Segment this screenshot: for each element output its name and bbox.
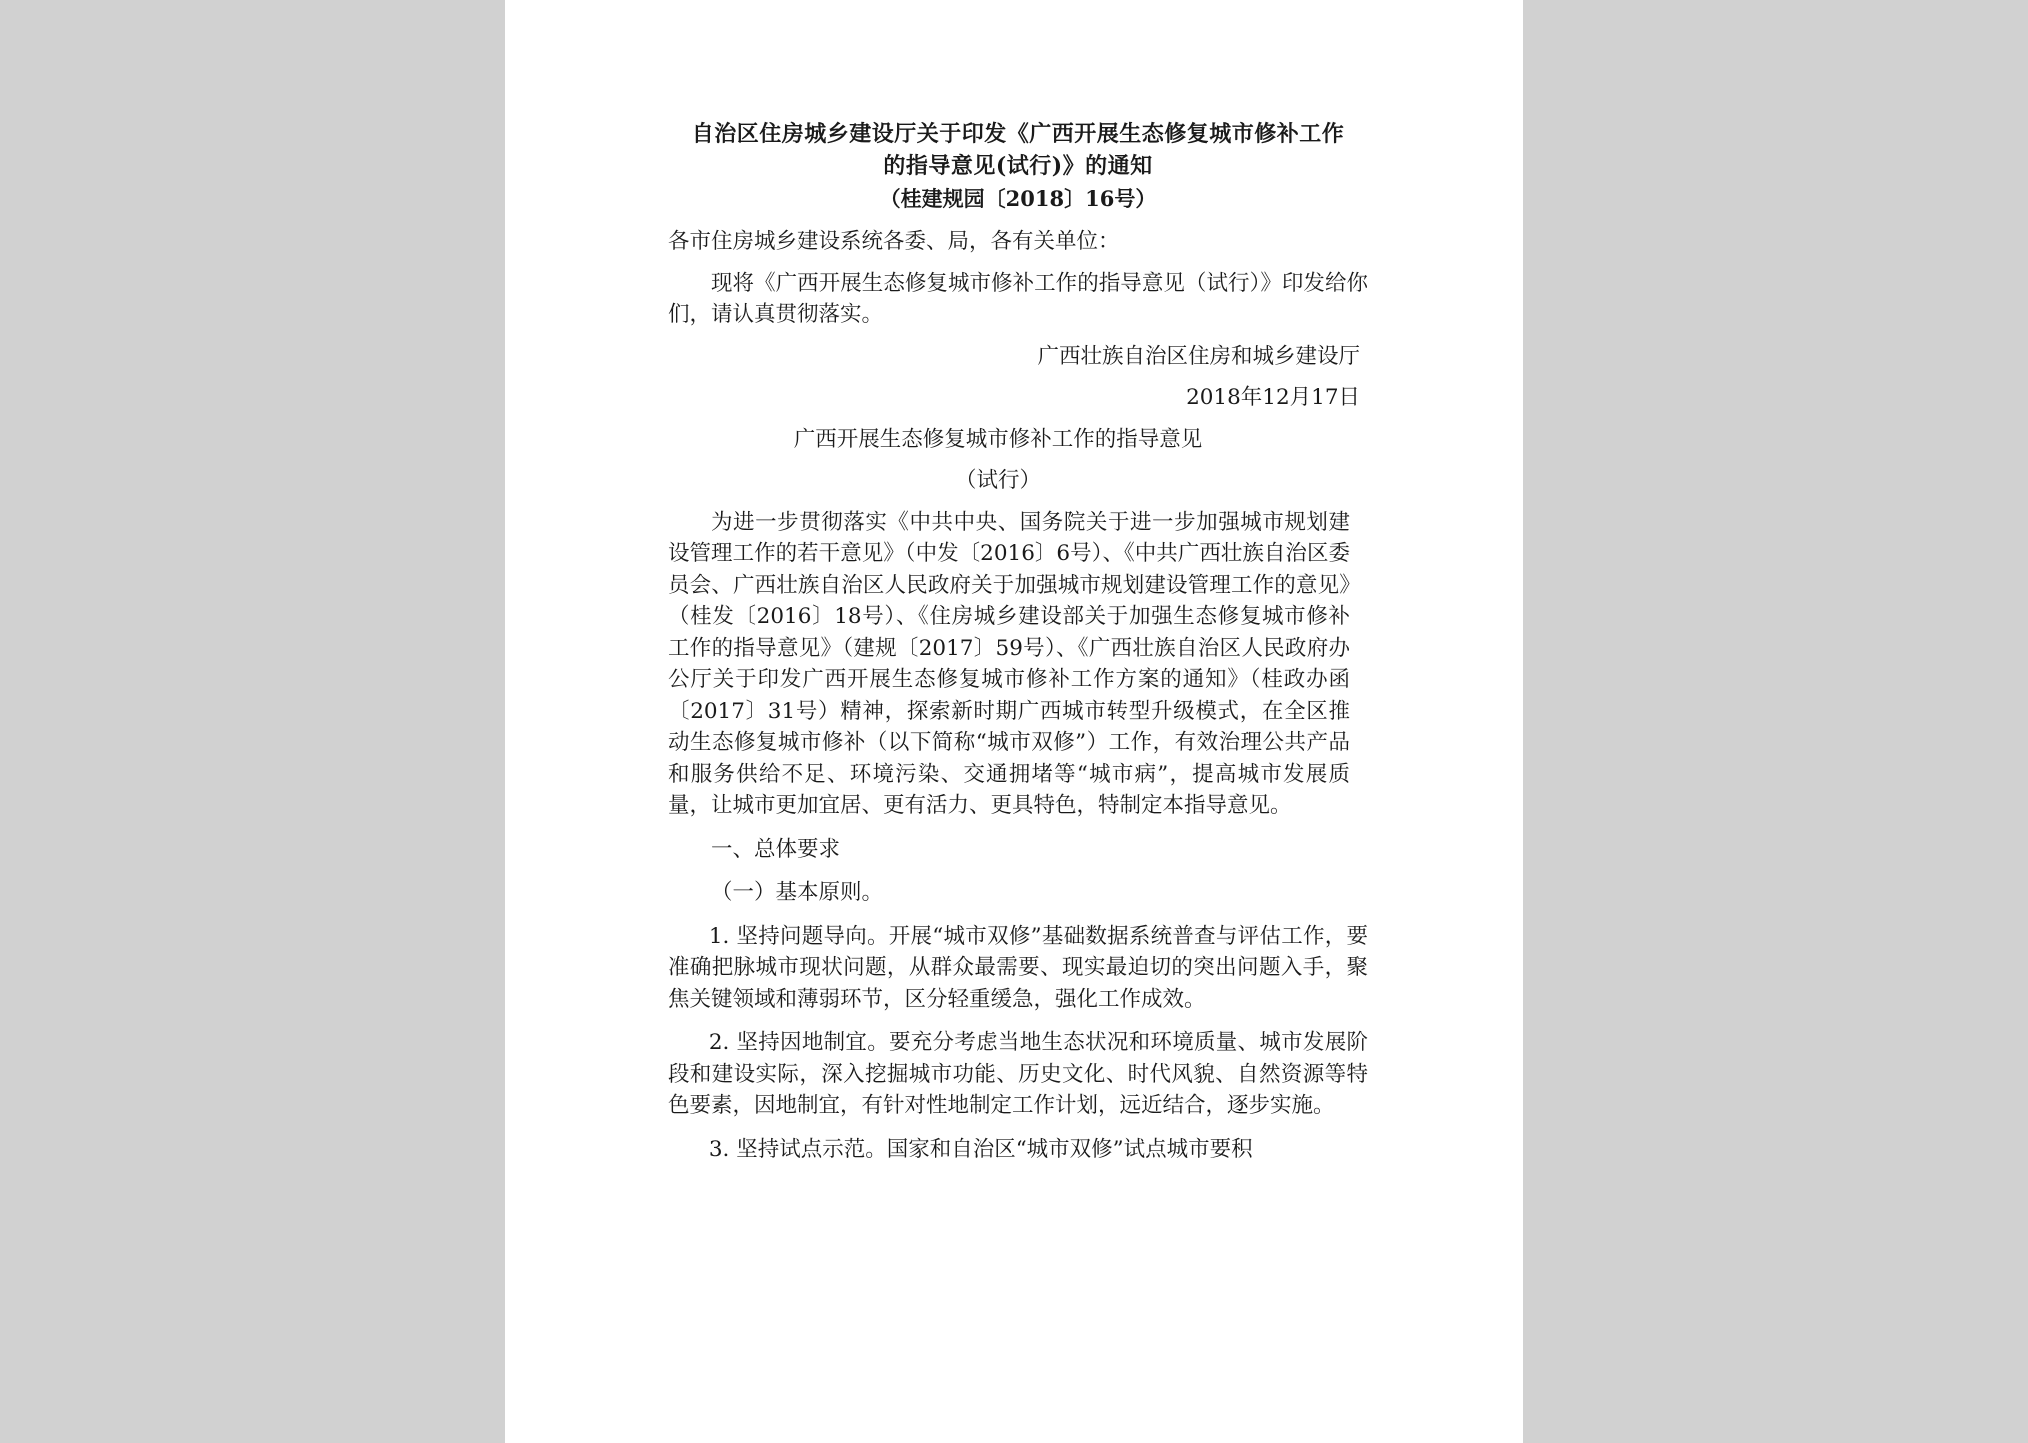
guideline-title-note: （试行） xyxy=(954,468,1041,493)
notice-body: 现将《广西开展生态修复城市修补工作的指导意见（试行）》印发给你们，请认真贯彻落实。 xyxy=(668,270,1368,327)
document-page xyxy=(505,0,1523,1443)
subsection-1-heading: （一）基本原则。 xyxy=(711,880,884,905)
principle-2: 2. 坚持因地制宜。要充分考虑当地生态状况和环境质量、城市发展阶段和建设实际，深入挖掘城市功能、历史文化、时代风貌、自然资源等特色要素，因地制宜，有针对性地制定工作计划，远近结合，逐步实施。 xyxy=(668,1030,1368,1118)
principle-3: 3. 坚持试点示范。国家和自治区“城市双修”试点城市要积 xyxy=(708,1136,1253,1162)
salutation: 各市住房城乡建设系统各委、局，各有关单位： xyxy=(668,229,1120,254)
issue-date: 2018年12月17日 xyxy=(1186,385,1360,410)
title-line-1: 自治区住房城乡建设厅关于印发《广西开展生态修复城市修补工作 xyxy=(691,121,1345,147)
document-title xyxy=(668,118,1368,182)
document-content xyxy=(668,118,1368,1177)
issuer: 广西壮族自治区住房和城乡建设厅 xyxy=(1037,343,1360,369)
guideline-title: 广西开展生态修复城市修补工作的指导意见 xyxy=(793,426,1203,452)
section-1-heading: 一、总体要求 xyxy=(711,836,841,862)
intro-paragraph: 为进一步贯彻落实《中共中央、国务院关于进一步加强城市规划建设管理工作的若干意见》（中发〔2016〕6号）、《中共广西壮族自治区委员会、广西壮族自治区人民政府关于加强城市规划建设管理工作的意见》（桂发〔2016〕18号）、《住房城乡建设部关于加强生态修复城市修补工作的指导意见》（建规〔2017〕59号）、《广西壮族自治区人民政府办公厅关于印发广西开展生态修复城市修补工作方案的通知》（桂政办函〔2017〕31号）精神，探索新时期广西城市转型升级模式，在全区推动生态修复城市修补（以下简称“城市双修”）工作，有效治理公共产品和服务供给不足、环境污染、交通拥堵等“城市病”，提高城市发展质量，让城市更加宜居、更有活力、更具特色，特制定本指导意见。 xyxy=(668,509,1350,818)
title-line-2: 的指导意见(试行)》的通知 xyxy=(883,153,1153,179)
principle-1: 1. 坚持问题导向。开展“城市双修”基础数据系统普查与评估工作，要准确把脉城市现状问题，从群众最需要、现实最迫切的突出问题入手，聚焦关键领域和薄弱环节，区分轻重缓急，强化工作成效。 xyxy=(668,923,1368,1012)
document-number: （桂建规园〔2018〕16号） xyxy=(879,186,1157,211)
